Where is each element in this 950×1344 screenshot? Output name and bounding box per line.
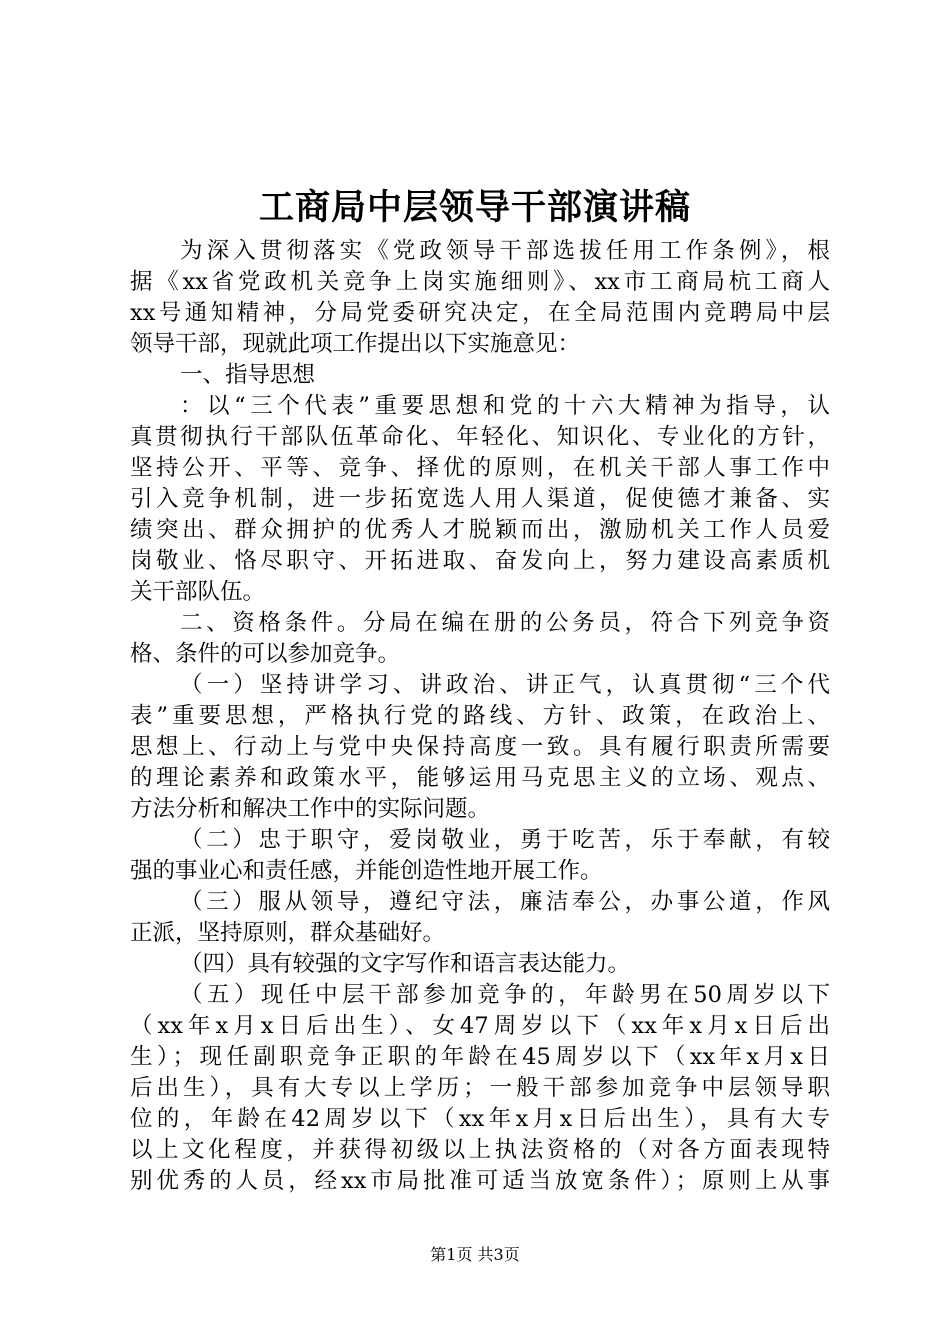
paragraph-line: 格、条件的可以参加竞争。 bbox=[130, 641, 401, 667]
paragraph-line: 生）；现任副职竞争正职的年龄在45周岁以下（xx年x月x日 bbox=[130, 1044, 830, 1070]
page-number-footer: 第1页 共3页 bbox=[430, 1245, 520, 1264]
paragraph-line: 位的，年龄在42周岁以下（xx年x月x日后出生），具有大专 bbox=[130, 1106, 830, 1132]
paragraph-line: 绩突出、群众拥护的优秀人才脱颖而出，激励机关工作人员爱 bbox=[130, 517, 830, 543]
paragraph-line: 方法分析和解决工作中的实际问题。 bbox=[130, 796, 491, 822]
paragraph-line: 坚持公开、平等、竞争、择优的原则，在机关干部人事工作中 bbox=[130, 455, 830, 481]
paragraph-line: 关干部队伍。 bbox=[130, 579, 266, 605]
paragraph-line: （四）具有较强的文字写作和语言表达能力。 bbox=[180, 951, 631, 977]
paragraph-line: （xx年x月x日后出生）、女47周岁以下（xx年x月x日后出 bbox=[130, 1013, 830, 1039]
paragraph-line: 的理论素养和政策水平，能够运用马克思主义的立场、观点、 bbox=[130, 765, 830, 791]
paragraph-line: 思想上、行动上与党中央保持高度一致。具有履行职责所需要 bbox=[130, 734, 830, 760]
paragraph-line: ：以“三个代表”重要思想和党的十六大精神为指导，认 bbox=[180, 393, 830, 419]
paragraph-line: 强的事业心和责任感，并能创造性地开展工作。 bbox=[130, 858, 603, 884]
paragraph-line: 二、资格条件。分局在编在册的公务员，符合下列竞争资 bbox=[180, 610, 830, 636]
paragraph-line: （二）忠于职守，爱岗敬业，勇于吃苦，乐于奉献，有较 bbox=[180, 827, 830, 853]
paragraph-line: （三）服从领导，遵纪守法，廉洁奉公，办事公道，作风 bbox=[180, 889, 830, 915]
paragraph-line: （一）坚持讲学习、讲政治、讲正气，认真贯彻“三个代 bbox=[180, 672, 830, 698]
paragraph-line: 为深入贯彻落实《党政领导干部选拔任用工作条例》，根 bbox=[180, 238, 830, 264]
paragraph-line: 表”重要思想，严格执行党的路线、方针、政策，在政治上、 bbox=[130, 703, 830, 729]
paragraph-line: 引入竞争机制，进一步拓宽选人用人渠道，促使德才兼备、实 bbox=[130, 486, 830, 512]
paragraph-line: xx号通知精神，分局党委研究决定，在全局范围内竞聘局中层 bbox=[130, 300, 830, 326]
paragraph-line: 据《xx省党政机关竞争上岗实施细则》、xx市工商局杭工商人 bbox=[130, 269, 830, 295]
paragraph-line: 后出生），具有大专以上学历；一般干部参加竞争中层领导职 bbox=[130, 1075, 830, 1101]
section-heading: 一、指导思想 bbox=[180, 362, 316, 388]
paragraph-line: （五）现任中层干部参加竞争的，年龄男在50周岁以下 bbox=[180, 982, 830, 1008]
paragraph-line: 正派，坚持原则，群众基础好。 bbox=[130, 920, 446, 946]
paragraph-line: 真贯彻执行干部队伍革命化、年轻化、知识化、专业化的方针， bbox=[130, 424, 830, 450]
paragraph-line: 别优秀的人员，经xx市局批准可适当放宽条件）；原则上从事 bbox=[130, 1168, 830, 1194]
paragraph-line: 领导干部，现就此项工作提出以下实施意见： bbox=[130, 331, 581, 357]
document-body bbox=[130, 236, 830, 1197]
paragraph-line: 岗敬业、恪尽职守、开拓进取、奋发向上，努力建设高素质机 bbox=[130, 548, 830, 574]
paragraph-line: 以上文化程度，并获得初级以上执法资格的（对各方面表现特 bbox=[130, 1137, 830, 1163]
document-title: 工商局中层领导干部演讲稿 bbox=[258, 187, 691, 228]
